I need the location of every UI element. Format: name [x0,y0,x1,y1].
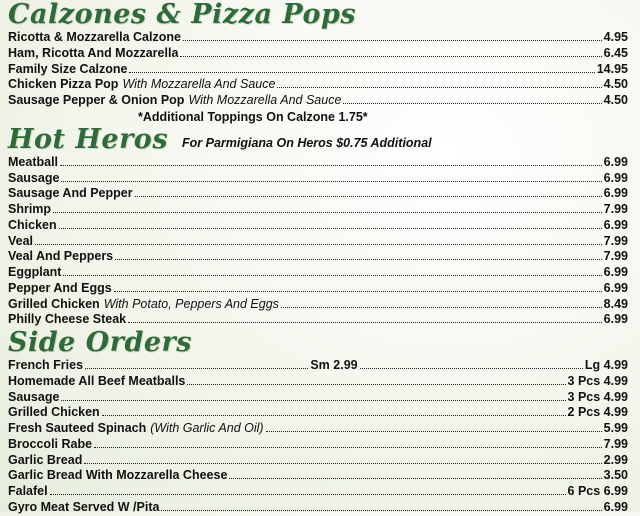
menu-page [8,0,628,516]
menu-item-name: Falafel [8,484,48,498]
menu-item-small-price: Sm 2.99 [310,358,358,372]
menu-item [8,171,628,187]
dot-leader [129,71,594,73]
menu-item-price: 8.49 [603,296,628,311]
menu-item [8,234,628,250]
menu-item-description: With Mozzarella And Sauce [188,93,342,107]
menu-item-description: (With Garlic And Oil) [150,421,264,435]
menu-item-price: 6.99 [603,217,628,232]
menu-item-price: Lg 4.99 [584,358,628,372]
menu-item-price: 6.99 [603,312,628,327]
menu-item-name: French Fries [8,358,84,372]
menu-item-name: Philly Cheese Steak [8,312,127,327]
dot-leader [343,102,601,104]
menu-item [8,374,628,390]
dot-leader [60,164,602,166]
menu-item-price: 6.99 [603,280,628,295]
calzones-header [8,0,628,30]
menu-item-name: Garlic Bread With Mozzarella Cheese [8,468,228,483]
sides-list [8,358,628,516]
menu-item-description: With Mozzarella And Sauce [122,77,276,92]
menu-item-name: Grilled Chicken [8,296,100,311]
menu-item [8,186,628,202]
menu-item [8,390,628,406]
menu-item-price: 6.99 [603,170,628,185]
menu-item-name: Pepper And Eggs [8,280,112,295]
menu-item [8,437,628,453]
menu-item-name: Sausage And Pepper [8,186,133,201]
menu-item-name: Sausage [8,389,60,404]
menu-item-price: 3.50 [603,468,628,483]
dot-leader [277,86,601,88]
dot-leader [266,430,602,432]
menu-item [8,358,628,374]
menu-item-price: 2.99 [603,452,628,467]
menu-item-name: Eggplant [8,265,62,279]
menu-item-name: Grilled Chicken [8,405,100,420]
menu-item-price: 3 Pcs 4.99 [567,389,628,404]
menu-item-price: 14.95 [596,61,628,76]
heros-parmigiana-note: For Parmigiana On Heros $0.75 Additional [182,135,432,150]
dot-leader [84,462,601,464]
menu-item-price: 7.99 [603,249,628,264]
menu-item [8,249,628,265]
sides-header [8,328,628,358]
dot-leader [187,383,565,385]
menu-item [8,453,628,469]
menu-item [8,218,628,234]
heros-list [8,155,628,328]
dot-leader [229,477,601,479]
dot-leader [115,258,602,260]
menu-item [8,202,628,218]
menu-item [8,297,628,313]
menu-item [8,77,628,93]
heros-header [8,125,628,155]
menu-item-name: Chicken [8,217,57,232]
menu-item-price: 2 Pcs 4.99 [567,405,628,420]
dot-leader [85,367,308,369]
menu-item-name: Chicken Pizza Pop [8,77,119,92]
sides-title: Side Orders [8,327,192,358]
menu-item-name: Fresh Sauteed Spinach [8,421,147,435]
menu-item-price: 7.99 [603,436,628,451]
menu-item-name: Veal [8,233,34,248]
menu-item-name: Ham, Ricotta And Mozzarella [8,45,179,60]
menu-item-name: Shrimp [8,202,52,216]
dot-leader [128,321,602,323]
menu-item [8,484,628,500]
menu-item-name: Sausage [8,170,60,185]
dot-leader [94,446,602,448]
menu-item-name: Gyro Meat Served W /Pita [8,499,160,514]
dot-leader [114,290,602,292]
menu-item-name: Family Size Calzone [8,61,128,76]
calzones-list [8,30,628,109]
calzones-toppings-note: *Additional Toppings On Calzone 1.75* [138,109,368,124]
dot-leader [360,367,583,369]
dot-leader [135,195,602,197]
menu-item [8,30,628,46]
dot-leader [61,399,565,401]
menu-item [8,155,628,171]
menu-item [8,46,628,62]
menu-item-price: 5.99 [603,421,628,435]
menu-item-price: 6.99 [603,265,628,279]
menu-item-name: Ricotta & Mozzarella Calzone [8,30,181,44]
menu-item [8,468,628,484]
menu-item-price: 6.99 [603,499,628,514]
dot-leader [63,274,601,276]
dot-leader [59,227,602,229]
dot-leader [180,55,601,57]
dot-leader [281,306,602,308]
heros-title: Hot Heros [8,123,169,155]
menu-item-name: Veal And Peppers [8,249,114,264]
calzones-title: Calzones & Pizza Pops [8,0,357,30]
menu-item-price: 4.95 [603,30,628,44]
menu-item-name: Sausage Pepper & Onion Pop [8,93,185,107]
menu-item [8,62,628,78]
dot-leader [161,509,601,511]
menu-item-price: 7.99 [603,202,628,216]
menu-item [8,281,628,297]
menu-item-description: With Potato, Peppers And Eggs [103,296,279,311]
menu-item-name: Broccoli Rabe [8,436,93,451]
menu-item-price: 6.99 [603,154,628,169]
menu-item-name: Homemade All Beef Meatballs [8,373,186,388]
menu-item-price: 6.99 [603,186,628,201]
dot-leader [53,211,602,213]
menu-item [8,405,628,421]
menu-item [8,93,628,109]
dot-leader [183,39,602,41]
menu-item-price: 6.45 [603,45,628,60]
dot-leader [61,180,601,182]
dot-leader [50,493,566,495]
menu-item-price: 7.99 [603,233,628,248]
menu-item [8,500,628,516]
dot-leader [35,243,602,245]
menu-item [8,421,628,437]
menu-item-name: Meatball [8,154,59,169]
menu-item [8,312,628,328]
menu-item-name: Garlic Bread [8,452,83,467]
menu-item-price: 4.50 [603,93,628,107]
menu-item-price: 4.50 [603,77,628,92]
dot-leader [102,414,566,416]
menu-item-price: 6 Pcs 6.99 [567,484,628,498]
menu-item [8,265,628,281]
menu-item-price: 3 Pcs 4.99 [567,373,628,388]
